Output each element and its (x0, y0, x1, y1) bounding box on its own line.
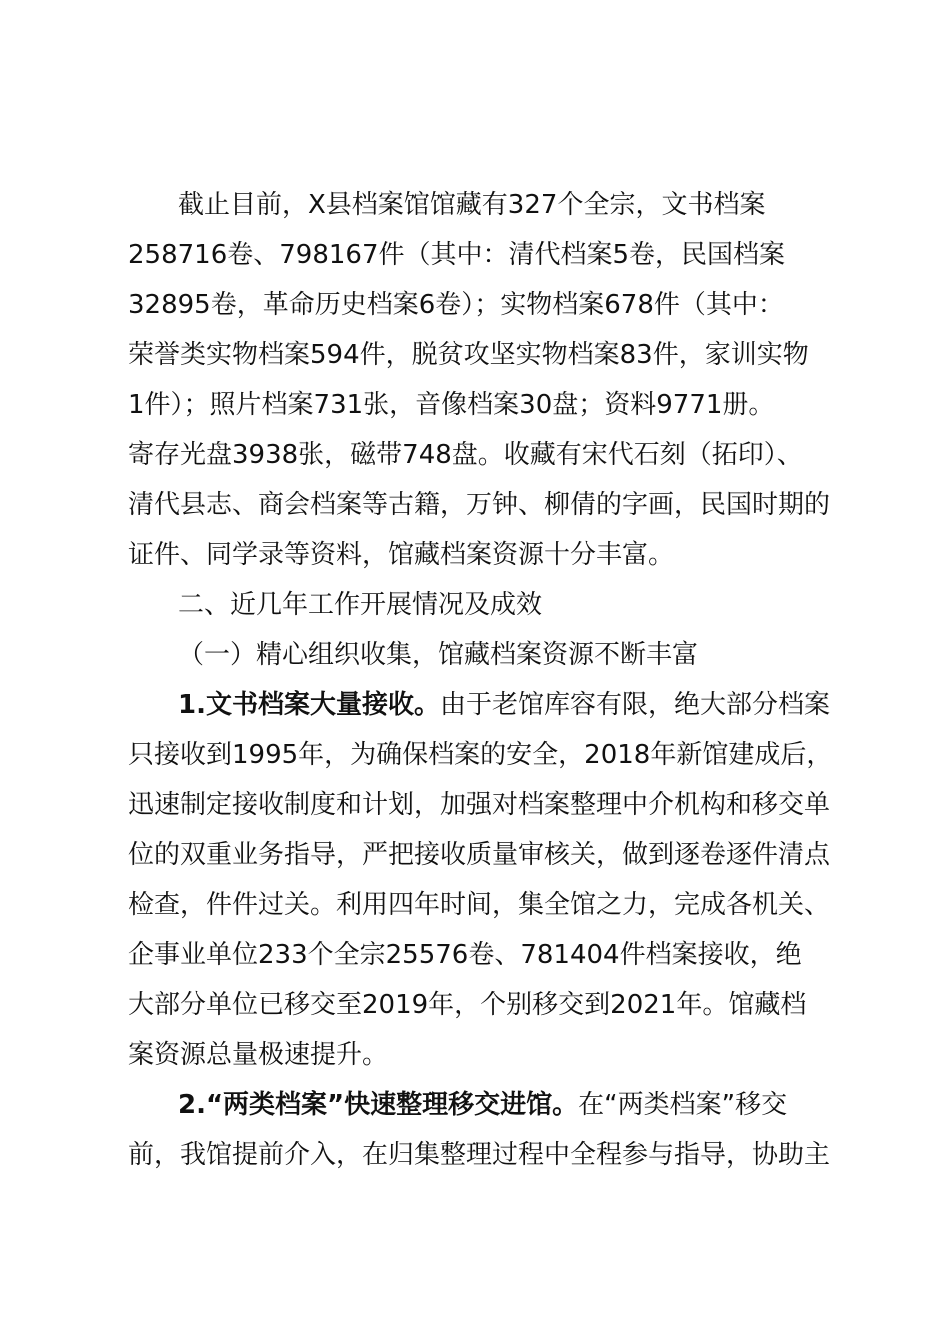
subsection-heading: （一）精心组织收集，馆藏档案资源不断丰富 (178, 640, 699, 670)
paragraph-1-line-7: 清代县志、商会档案等古籍，万钟、柳倩的字画，民国时期的 (128, 490, 831, 520)
item-2-line-2: 前，我馆提前介入，在归集整理过程中全程参与指导，协助主 (128, 1140, 831, 1170)
paragraph-1-line-3: 32895卷，革命历史档案6卷）；实物档案678件（其中： (128, 290, 784, 320)
item-1-line-2: 只接收到1995年，为确保档案的安全，2018年新馆建成后， (128, 740, 833, 770)
item-2-title: 2.“两类档案”快速整理移交进馆。 (178, 1090, 579, 1120)
item-1-line-6: 企事业单位233个全宗25576卷、781404件档案接收，绝 (128, 940, 802, 970)
item-1-line-5: 检查，件件过关。利用四年时间，集全馆之力，完成各机关、 (128, 890, 831, 920)
item-1-line-7: 大部分单位已移交至2019年，个别移交到2021年。馆藏档 (128, 990, 807, 1020)
item-1-title: 1.文书档案大量接收。 (178, 690, 440, 720)
item-2-first-line (178, 1080, 787, 1130)
item-1-line-4: 位的双重业务指导，严把接收质量审核关，做到逐卷逐件清点 (128, 840, 831, 870)
item-1-line-3: 迅速制定接收制度和计划，加强对档案整理中介机构和移交单 (128, 790, 831, 820)
section-heading: 二、近几年工作开展情况及成效 (178, 590, 543, 620)
item-2-first-line-text: 在“两类档案”移交 (578, 1090, 788, 1120)
paragraph-1-line-1: 截止目前，X县档案馆馆藏有327个全宗，文书档案 (178, 190, 766, 220)
paragraph-1-line-8: 证件、同学录等资料，馆藏档案资源十分丰富。 (128, 540, 675, 570)
paragraph-1-line-6: 寄存光盘3938张，磁带748盘。收藏有宋代石刻（拓印）、 (128, 440, 803, 470)
paragraph-1-line-2: 258716卷、798167件（其中：清代档案5卷，民国档案 (128, 240, 786, 270)
item-1-first-line (178, 680, 830, 730)
paragraph-1-line-4: 荣誉类实物档案594件，脱贫攻坚实物档案83件，家训实物 (128, 340, 809, 370)
paragraph-1-line-5: 1件）；照片档案731张，音像档案30盘；资料9771册。 (128, 390, 775, 420)
item-1-first-line-text: 由于老馆库容有限，绝大部分档案 (439, 690, 830, 720)
item-1-line-8: 案资源总量极速提升。 (128, 1040, 389, 1070)
